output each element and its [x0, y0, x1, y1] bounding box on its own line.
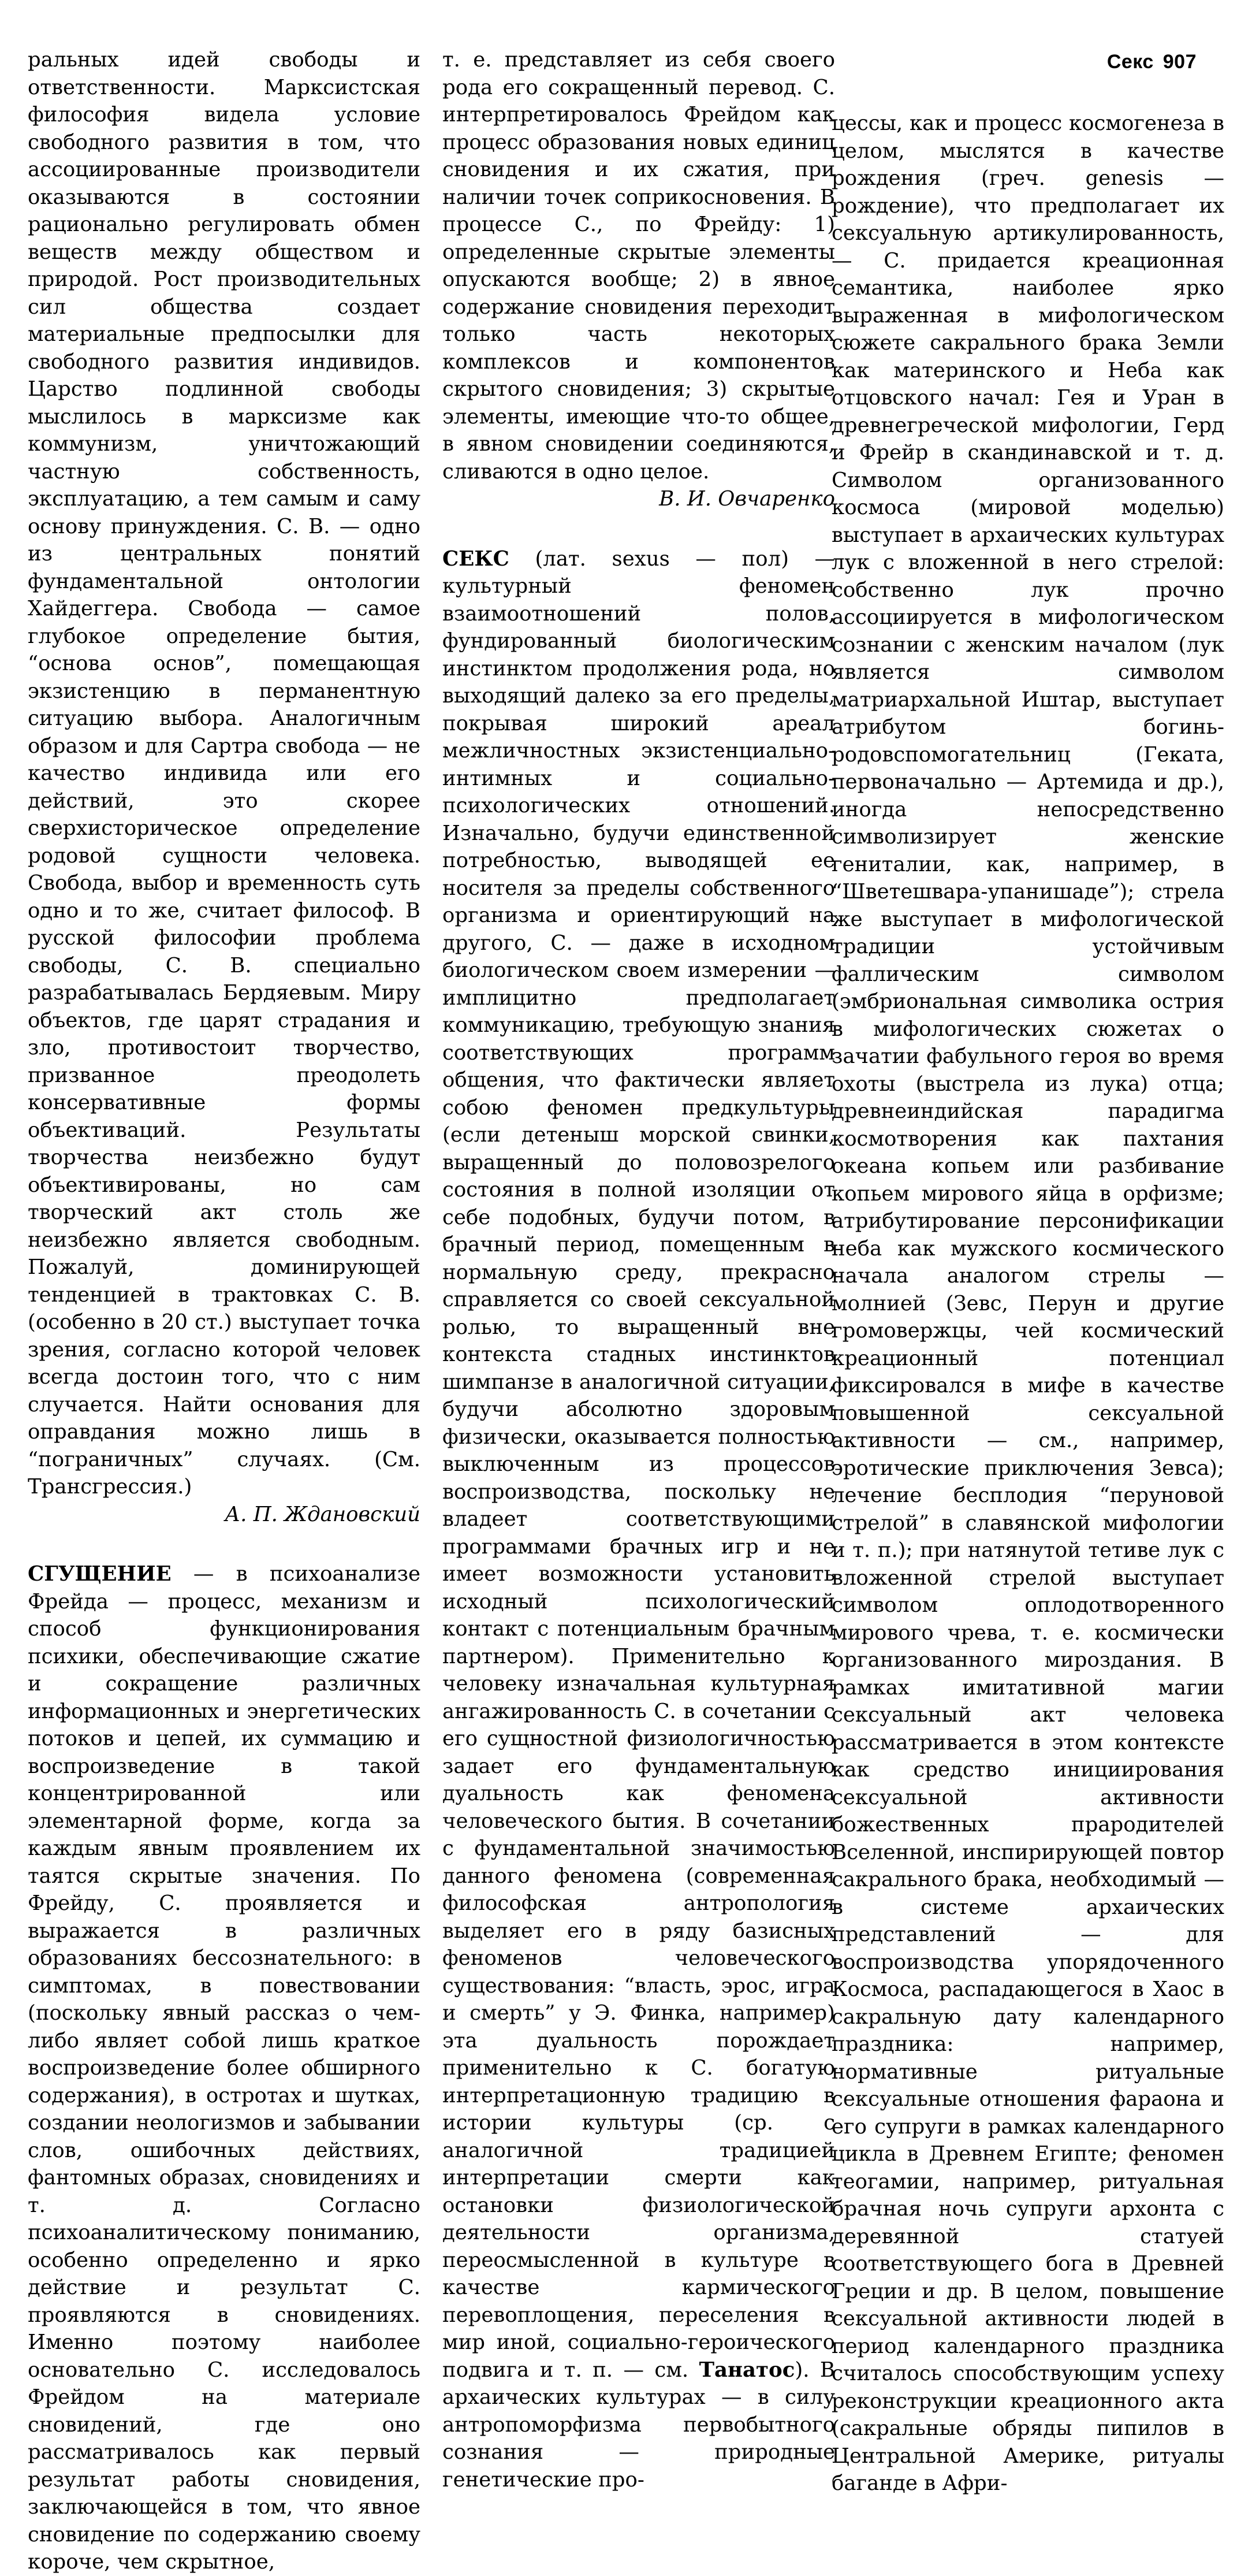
entry-body-cont: ). В архаических культурах — в силу антропоморфизма первобытного сознания — природные генетические про- — [442, 2358, 835, 2492]
page-number: 907 — [1162, 51, 1197, 73]
entry-body: — в психоанализе Фрейда — процесс, механизм и способ функционирования психики, обеспечивающие сжатие и сокращение различных информационных и энергетических потоков и цепей, их суммацию и воспроизведение в такой концентрированной или элементарной форме, когда за каждым явным проявлением их таятся скрытые значения. По Фрейду, С. проявляется и выражается в различных образованиях бессознательного: в симптомах, в повествовании (поскольку явный рассказ о чем-либо являет собой лишь краткое воспроизведение более обширного содержания), в остротах и шутках, создании неологизмов и забывании слов, ошибочных действиях, фантомных образах, сновидениях и т. д. Согласно психоаналитическому пониманию, особенно определенно и ярко действие и результат С. проявляются в сновидениях. Именно поэтому наиболее основательно С. исследовалось Фрейдом на материале сновидений, где оно рассматривалось как первый результат работы сновидения, заключающейся в том, что явное сновидение по содержанию своему короче, чем скрытное, — [28, 1562, 420, 2574]
continued-entry-text: т. е. представляет из себя своего рода его сокращенный перевод. С. интерпретировалось Фрейдом как процесс образования новых единиц сновидения и их сжатия, при наличии точек соприкосновения. В процессе С., по Фрейду: 1) определенные скрытые элементы опускаются вообще; 2) в явное содержание сновидения переходит только часть некоторых комплексов и компонентов скрытого сновидения; 3) скрытые элементы, имеющие что-то общее, в явном сновидении соединяются, сливаются в одно целое. — [442, 48, 835, 484]
entry-term: СГУЩЕНИЕ — [28, 1562, 172, 1586]
entry-body: (лат. sexus — пол) — культурный феномен взаимоотношений полов, фундированный биологическим инстинктом продолжения рода, но выходящий далеко за его пределы, покрывая широкий ареал межличностных экзистенциально-интимных и социально-психологических отношений. Изначально, будучи единственной потребностью, выводящей ее носителя за пределы собственного организма и ориентирующий на другого, С. — даже в исходном биологическом своем измерении — имплицитно предполагает коммуникацию, требующую знания соответствующих программ общения, что фактически являет собою феномен предкультуры (если детеныш морской свинки, выращенный до половозрелого состояния в полной изоляции от себе подобных, будучи потом, в брачный период, помещенным в нормальную среду, прекрасно справляется со своей сексуальной ролью, то выращенный вне контекста стадных инстинктов шимпанзе в аналогичной ситуации, будучи абсолютно здоровым физически, оказывается полностью выключенным из процессов воспроизводства, поскольку не владеет соответствующими программами брачных игр и не имеет возможности установить исходный психологический контакт с потенциальным брачным партнером). Применительно к человеку изначальная культурная ангажированность С. в сочетании с его сущностной физиологичностью задает его фундаментальную дуальность как феномена человеческого бытия. В сочетании с фундаментальной значимостью данного феномена (современная философская антропология выделяет его в ряду базисных феноменов человеческого существования: “власть, эрос, игра и смерть” у Э. Финка, например) эта дуальность порождает применительно к С. богатую интерпретационную традицию в истории культуры (ср. с аналогичной традицией интерпретации смерти как остановки физиологической деятельности организма, переосмысленной в культуре в качестве кармического перевоплощения, переселения в мир иной, социально-героического подвига и т. п. — см. — [442, 547, 835, 2382]
running-header — [1107, 51, 1197, 73]
header-title: Секс — [1106, 51, 1154, 73]
entry-author: В. И. Овчаренко — [659, 487, 835, 511]
entry-term: СЕКС — [442, 547, 509, 571]
entry-sgushchenie — [28, 1560, 420, 2576]
entry-author: А. П. Ждановский — [225, 1502, 420, 1526]
column-3 — [832, 110, 1224, 2497]
cross-reference-link[interactable]: Танатос — [699, 2358, 795, 2382]
continued-entry-text: ральных идей свободы и ответственности. Марксистская философия видела условие свободного развития в том, что ассоциированные производители оказываются в состоянии рационально регулировать обмен веществ между обществом и природой. Рост производительных сил общества создает материальные предпосылки для свободного развития индивидов. Царство подлинной свободы мыслилось в марксизме как коммунизм, уничтожающий частную собственность, эксплуатацию, а тем самым и саму основу принуждения. С. В. — одно из центральных понятий фундаментальной онтологии Хайдеггера. Свобода — самое глубокое определение бытия, “основа основ”, помещающая экзистенцию в перманентную ситуацию выбора. Аналогичным образом и для Сартра свобода — не качество индивида или его действий, это скорее сверхисторическое определение родовой сущности человека. Свобода, выбор и временность суть одно и то же, считает философ. В русской философии проблема свободы, С. В. специально разрабатывалась Бердяевым. Миру объектов, где царят страдания и зло, противостоит творчество, призванное преодолеть консервативные формы объективаций. Результаты творчества неизбежно будут объективированы, но сам творческий акт столь же неизбежно является свободным. Пожалуй, доминирующей тенденцией в трактовках С. В. (особенно в 20 ст.) выступает точка зрения, согласно которой человек всегда достоин того, что с ним случается. Найти основания для оправдания можно лишь в “пограничных” случаях. (См. Трансгрессия.) — [28, 48, 420, 1499]
entry-body-cont: цессы, как и процесс космогенеза в целом, мыслятся в качестве рождения (греч. genesis — рождение), что предполагает их сексуальную артикулированность, — С. придается креационная семантика, наиболее ярко выраженная в мифологическом сюжете сакрального брака Земли как материнского и Неба как отцовского начал: Гея и Уран в древнегреческой мифологии, Герд и Фрейр в скандинавской и т. д. Символом организованного космоса (мировой моделью) выступает в архаических культурах лук с вложенной в него стрелой: собственно лук прочно ассоциируется в мифологическом сознании с женским началом (лук является символом матриархальной Иштар, выступает атрибутом богинь-родовспомогательниц (Геката, первоначально — Артемида и др.), иногда непосредственно символизирует женские гениталии, как, например, в “Шветешвара-упанишаде”); стрела же выступает в мифологической традиции устойчивым фаллическим символом (эмбриональная символика острия в мифологических сюжетах о зачатии фабульного героя во время охоты (выстрела из лука) отца; древнеиндийская парадигма космотворения как пахтания океана копьем или разбивание копьем мирового яйца в орфизме; атрибутирование персонификации неба как мужского космического начала аналогом стрелы — молнией (Зевс, Перун и другие громовержцы, чей космический креационный потенциал фиксировался в мифе в качестве повышенной сексуальной активности — см., например, эротические приключения Зевса); лечение бесплодия “перуновой стрелой” в славянской мифологии и т. п.); при натянутой тетиве лук с вложенной стрелой выступает символом оплодотворенного мирового чрева, т. е. космически организованного мироздания. В рамках имитативной магии сексуальный акт человека рассматривается в этом контексте как средство инициирования сексуальной активности божественных прародителей Вселенной, инспирирующей повтор сакрального брака, необходимый — в системе архаических представлений — для воспроизводства упорядоченного Космоса, распадающегося в Хаос в сакральную дату календарного праздника: например, нормативные ритуальные сексуальные отношения фараона и его супруги в рамках календарного цикла в Древнем Египте; феномен теогамии, например, ритуальная брачная ночь супруги архонта с деревянной статуей соответствующего бога в Древней Греции и др. В целом, повышение сексуальной активности людей в период календарного праздника считалось способствующим успеху реконструкции креационного акта (сакральные обряды пипилов в Центральной Америке, ритуалы баганде в Афри- — [832, 111, 1224, 2495]
entry-seks — [442, 545, 835, 2494]
column-1 — [28, 46, 420, 2576]
column-2 — [442, 46, 835, 2493]
